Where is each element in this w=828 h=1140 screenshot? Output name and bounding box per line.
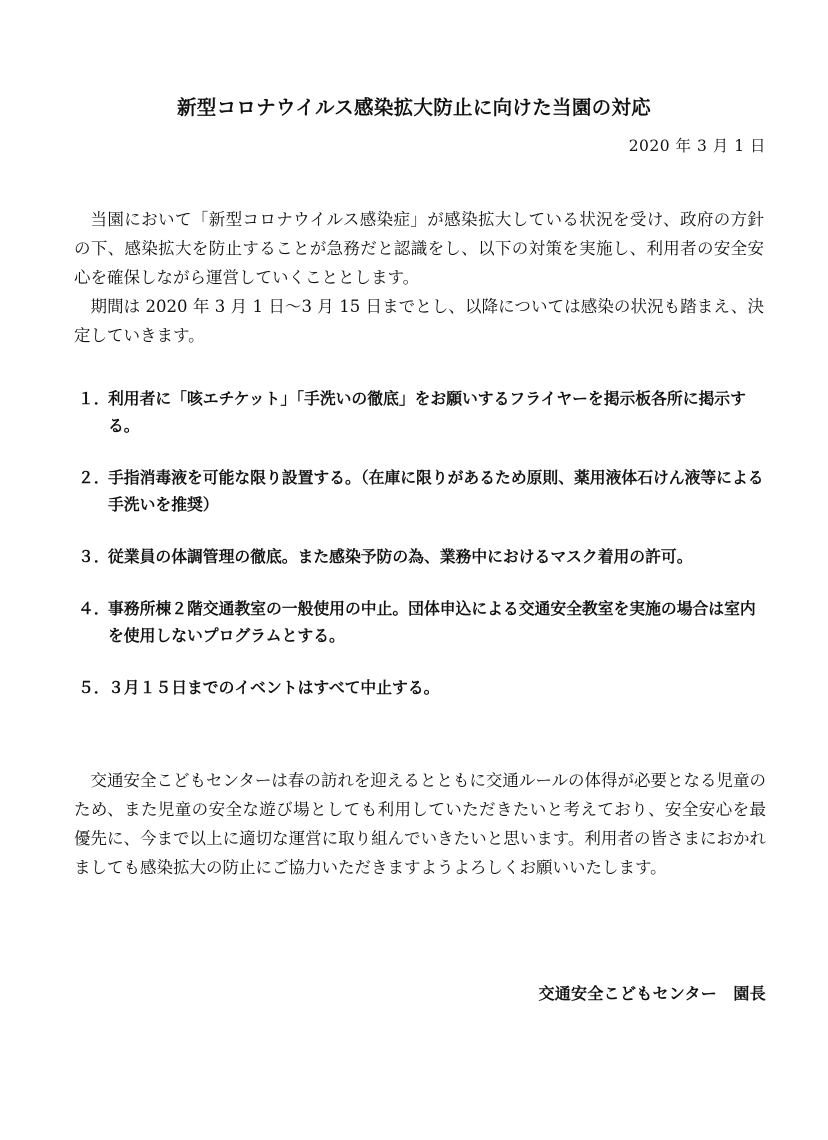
measure-item-2	[78, 464, 770, 518]
measure-number: ３．	[78, 547, 110, 566]
measures-list	[78, 385, 770, 726]
measure-text: 利用者に「咳エチケット」「手洗いの徹底」をお願いするフライヤーを掲示板各所に掲示する。	[108, 389, 746, 435]
intro-paragraph-period: 期間は 2020 年 3 月 1 日～3 月 15 日までとし、以降については感染の状況も踏まえ、決定していきます。	[74, 297, 764, 345]
measure-item-1	[78, 385, 770, 439]
intro-paragraph: 当園において「新型コロナウイルス感染症」が感染拡大している状況を受け、政府の方針の下、感染拡大を防止することが急務だと認識をし、以下の対策を実施し、利用者の安全安心を確保しながら運営していくこととします。	[74, 210, 765, 287]
notice-title: 新型コロナウイルス感染拡大防止に向けた当園の対応	[176, 96, 652, 119]
measure-text: 手指消毒液を可能な限り設置する。（在庫に限りがあるため原則、薬用液体石けん液等による手洗いを推奨）	[108, 468, 764, 514]
measure-item-3	[78, 543, 770, 570]
measure-number: ４．	[78, 599, 110, 618]
measure-item-4	[78, 595, 770, 649]
notice-date: 2020 年 3 月 1 日	[628, 137, 766, 155]
measure-text: ３月１５日までのイベントはすべて中止する。	[108, 678, 440, 697]
measure-text: 事務所棟２階交通教室の一般使用の中止。団体申込による交通安全教室を実施の場合は室内を使用しないプログラムとする。	[108, 599, 756, 645]
measure-number: １．	[78, 389, 110, 408]
measure-text: 従業員の体調管理の徹底。また感染予防の為、業務中におけるマスク着用の許可。	[108, 547, 693, 566]
measure-number: ２．	[78, 468, 110, 487]
measure-item-5	[78, 674, 770, 701]
signature: 交通安全こどもセンター 園長	[538, 984, 766, 1003]
intro-section	[74, 205, 764, 350]
measure-number: ５．	[78, 678, 110, 697]
closing-paragraph: 交通安全こどもセンターは春の訪れを迎えるとともに交通ルールの体得が必要となる児童のため、また児童の安全な遊び場としても利用していただきたいと考えており、安全安心を最優先に、今まで以上に適切な運営に取り組んでいきたいと思います。利用者の皆さまにおかれましても感染拡大の防止にご協力いただきますようよろしくお願いいたします。	[74, 771, 767, 877]
